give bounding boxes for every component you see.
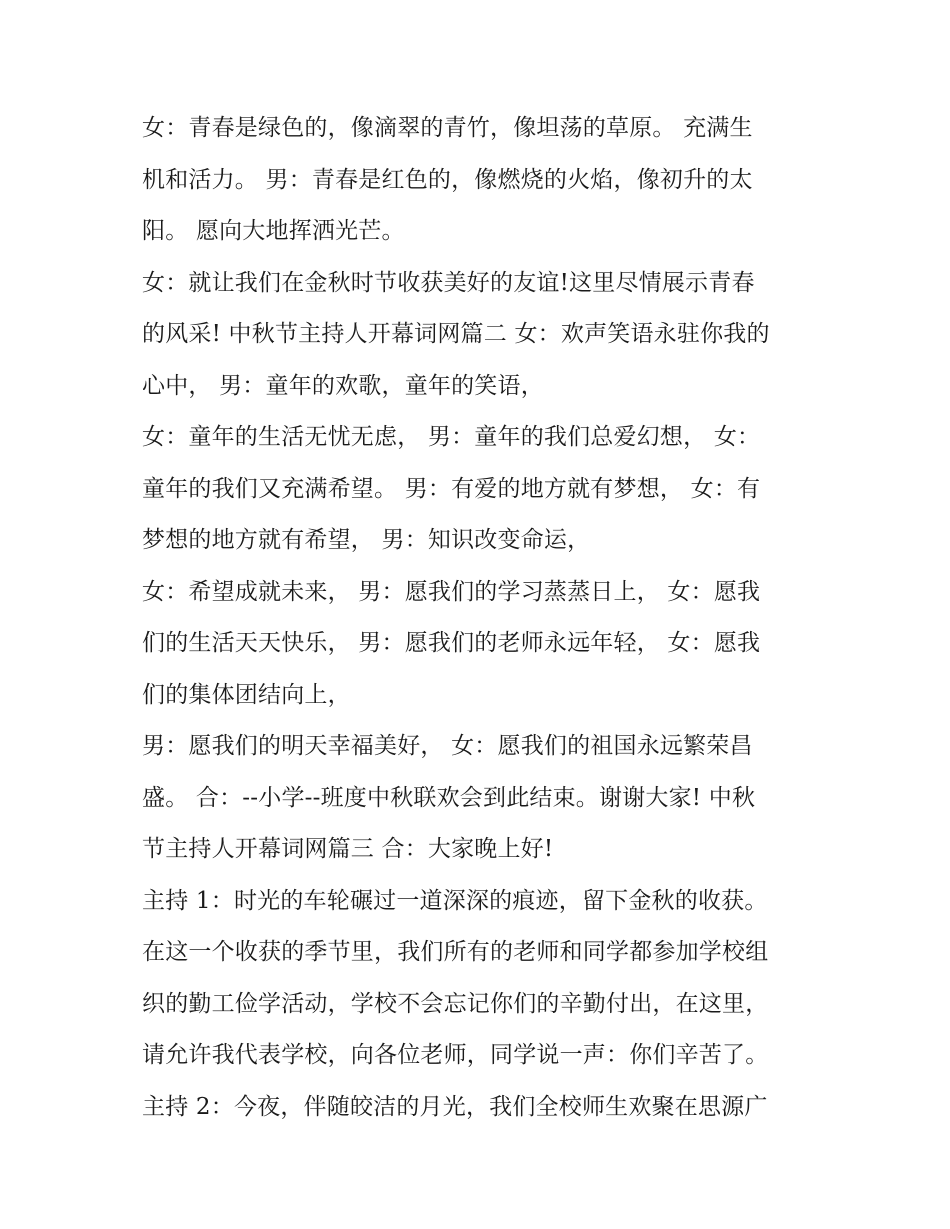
- text-line: 在这一个收获的季节里，我们所有的老师和同学都参加学校组: [142, 939, 769, 965]
- text-line: 童年的我们又充满希望。 男：有爱的地方就有梦想， 女：有: [142, 475, 761, 502]
- paragraph: [142, 567, 822, 722]
- paragraph: [142, 103, 822, 258]
- text-line: 女：希望成就未来， 男：愿我们的学习蒸蒸日上， 女：愿我: [142, 578, 761, 605]
- paragraph: [142, 258, 822, 413]
- text-line: 阳。 愿向大地挥洒光芒。: [142, 218, 405, 244]
- text-line: 女：童年的生活无忧无虑， 男：童年的我们总爱幻想， 女：: [142, 424, 761, 450]
- document-body: [142, 103, 822, 1133]
- text-line: 主持 2：今夜，伴随皎洁的月光，我们全校师生欢聚在思源广: [142, 1093, 768, 1120]
- text-line: 们的生活天天快乐， 男：愿我们的老师永远年轻， 女：愿我: [142, 630, 761, 656]
- text-line: 请允许我代表学校，向各位老师，同学说一声：你们辛苦了。: [142, 1042, 769, 1068]
- text-line: 机和活力。 男：青春是红色的，像燃烧的火焰，像初升的太: [142, 166, 753, 193]
- paragraph: [142, 876, 822, 1082]
- paragraph: [142, 412, 822, 567]
- text-line: 盛。 合：--小学--班度中秋联欢会到此结束。谢谢大家! 中秋: [142, 784, 756, 811]
- text-line: 们的集体团结向上，: [142, 681, 351, 708]
- text-line: 男：愿我们的明天幸福美好， 女：愿我们的祖国永远繁荣昌: [142, 733, 753, 759]
- paragraph: [142, 1082, 822, 1134]
- text-line: 的风采! 中秋节主持人开幕词网篇二 女：欢声笑语永驻你我的: [142, 321, 770, 347]
- text-line: 女：青春是绿色的，像滴翠的青竹，像坦荡的草原。 充满生: [142, 115, 753, 141]
- text-line: 女：就让我们在金秋时节收获美好的友谊!这里尽情展示青春: [142, 269, 755, 296]
- text-line: 心中， 男：童年的欢歌，童年的笑语，: [142, 372, 544, 399]
- text-line: 节主持人开幕词网篇三 合：大家晚上好!: [142, 836, 554, 862]
- paragraph: [142, 721, 822, 876]
- text-line: 梦想的地方就有希望， 男：知识改变命运，: [142, 527, 591, 553]
- text-line: 主持 1：时光的车轮碾过一道深深的痕迹，留下金秋的收获。: [142, 887, 768, 914]
- text-line: 织的勤工俭学活动，学校不会忘记你们的辛勤付出，在这里，: [142, 990, 769, 1017]
